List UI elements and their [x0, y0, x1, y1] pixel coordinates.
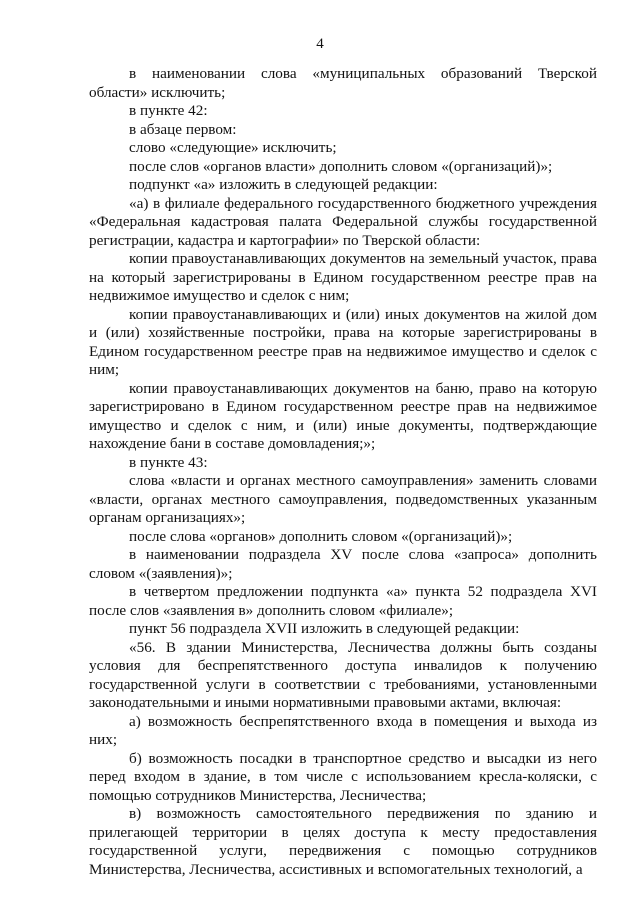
- paragraph: в пункте 42:: [129, 102, 208, 119]
- paragraph: в наименовании подраздела XV после слова «запроса» дополнить словом «(заявления)»;: [89, 546, 597, 582]
- paragraph: в) возможность самостоятельного передвижения по зданию и прилегающей территории в целях доступа к месту предоставления государственной услуги, передвижения с помощью сотрудников Министерства, Лесничества, ассистивных и вспомогательных технологий, а: [89, 805, 597, 878]
- paragraph: копии правоустанавливающих и (или) иных документов на жилой дом и (или) хозяйственные постройки, права на которые зарегистрированы в Едином государственном реестре прав на недвижимое имущество и сделок с ним;: [89, 305, 597, 378]
- paragraph: б) возможность посадки в транспортное средство и высадки из него перед входом в здание, в том числе с использованием кресла-коляски, с помощью сотрудников Министерства, Лесничества;: [89, 749, 597, 804]
- paragraph: пункт 56 подраздела XVII изложить в следующей редакции:: [129, 620, 520, 637]
- paragraph: после слова «органов» дополнить словом «(организаций)»;: [129, 527, 513, 545]
- paragraph: в абзаце первом:: [129, 120, 237, 138]
- paragraph: копии правоустанавливающих документов на земельный участок, права на который зарегистрированы в Едином государственном реестре прав на недвижимое имущество и сделок с ним;: [89, 250, 597, 304]
- paragraph: в пункте 43:: [129, 453, 208, 471]
- paragraph: «а) в филиале федерального государственного бюджетного учреждения «Федеральная кадастровая палата Федеральной службы государственной регистрации, кадастра и картографии» по Тверской области:: [89, 194, 597, 249]
- paragraph: подпункт «а» изложить в следующей редакции:: [129, 176, 438, 193]
- paragraph: после слов «органов власти» дополнить словом «(организаций)»;: [129, 157, 553, 175]
- paragraph: слово «следующие» исключить;: [129, 139, 337, 156]
- paragraph: слова «власти и органах местного самоуправления» заменить словами «власти, органах местного самоуправления, подведомственных указанным органам организациях»;: [89, 472, 597, 526]
- paragraph: а) возможность беспрепятственного входа в помещения и выхода из них;: [89, 712, 597, 748]
- paragraph: «56. В здании Министерства, Лесничества должны быть созданы условия для беспрепятственного доступа инвалидов к получению государственной услуги в соответствии с требованиями, установленными законодательными и иными нормативными правовыми актами, включая:: [89, 638, 597, 711]
- paragraph: в наименовании слова «муниципальных образований Тверской области» исключить;: [89, 65, 597, 101]
- document-body: [89, 65, 597, 879]
- page-number: 4: [316, 36, 324, 52]
- paragraph: в четвертом предложении подпункта «а» пункта 52 подраздела XVI после слов «заявления в» дополнить словом «филиале»;: [89, 583, 597, 619]
- paragraph: копии правоустанавливающих документов на баню, право на которую зарегистрировано в Едином государственном реестре прав на недвижимое имущество и сделок с ним, и (или) иные документы, подтверждающие нахождение бани в составе домовладения;»;: [89, 379, 597, 452]
